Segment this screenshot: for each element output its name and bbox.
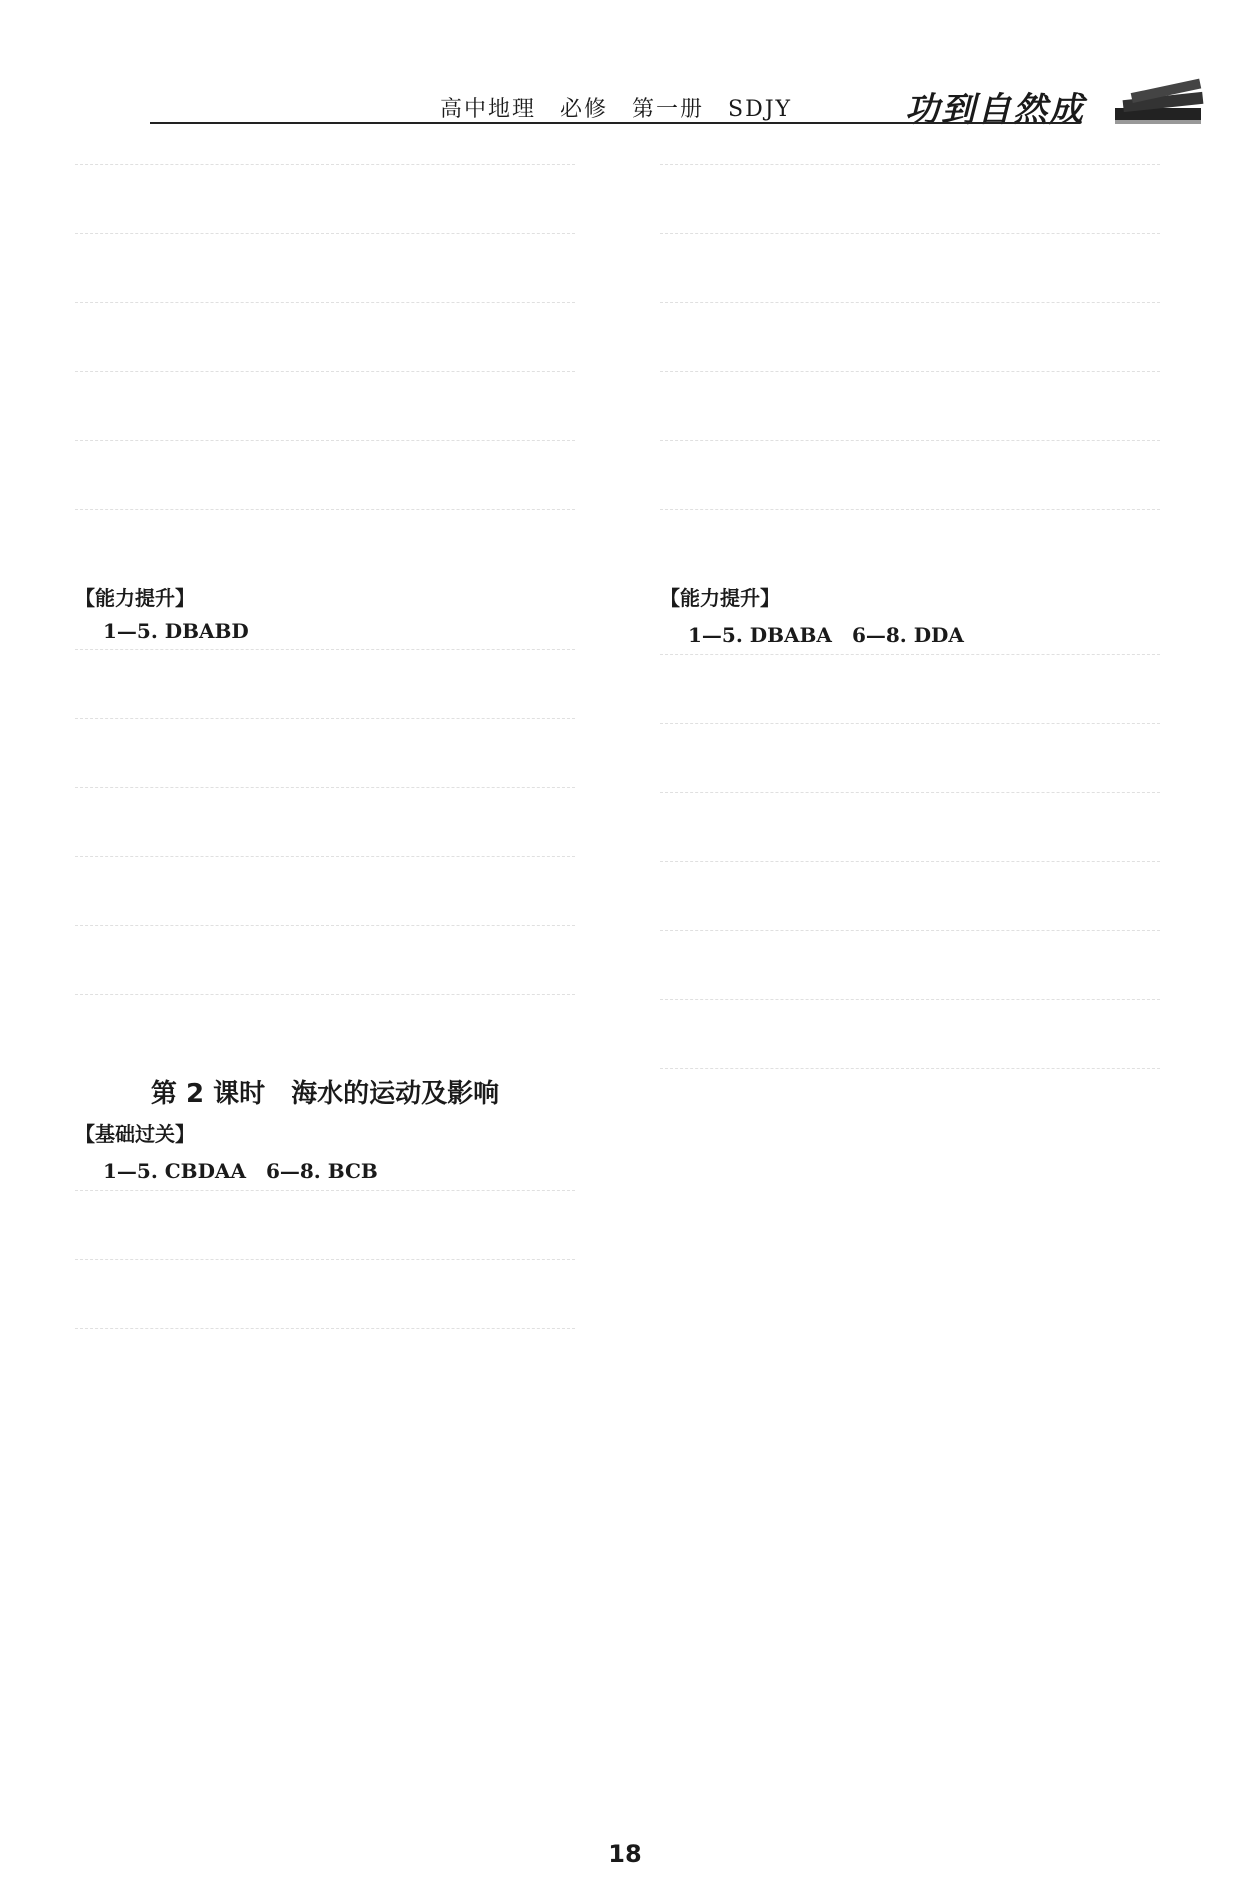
answer-paragraph	[660, 930, 1160, 995]
answer-paragraph	[660, 440, 1160, 505]
right-column	[660, 160, 1160, 1760]
answer-paragraph	[75, 787, 575, 852]
section-label: 【基础过关】	[75, 1122, 195, 1146]
answer-paragraph	[75, 925, 575, 990]
answer-paragraph	[75, 718, 575, 783]
header-rule	[150, 122, 1080, 124]
section-label: 【能力提升】	[75, 586, 195, 610]
section-label: 【能力提升】	[660, 586, 780, 610]
answer-paragraph	[75, 233, 575, 298]
header-course-title: 高中地理 必修 第一册 SDJY	[440, 97, 793, 122]
answer-paragraph	[660, 509, 1160, 574]
answer-paragraph	[660, 861, 1160, 926]
answer-paragraph	[75, 994, 575, 1059]
answer-summary: 1—5. DBABA 6—8. DDA	[688, 623, 964, 647]
answer-paragraph	[660, 792, 1160, 857]
right-paragraphs-top	[660, 164, 1160, 574]
page-footer	[0, 1840, 1250, 1868]
answer-paragraph	[75, 371, 575, 436]
answer-paragraph	[660, 302, 1160, 367]
answer-paragraph	[660, 654, 1160, 719]
answer-summary: 1—5. CBDAA 6—8. BCB	[103, 1159, 378, 1183]
books-icon	[1105, 78, 1215, 138]
page-number: 18	[608, 1840, 642, 1868]
answer-paragraph	[75, 856, 575, 921]
left-paragraphs-bottom	[75, 1190, 575, 1393]
answer-summary: 1—5. DBABD	[103, 619, 249, 643]
page-header	[0, 0, 1250, 130]
answer-paragraph	[75, 302, 575, 367]
left-paragraphs-mid	[75, 649, 575, 1059]
answer-paragraph	[660, 164, 1160, 229]
answer-paragraph	[660, 999, 1160, 1064]
left-column	[75, 160, 575, 1760]
answer-paragraph	[660, 233, 1160, 298]
right-paragraphs-bottom	[660, 654, 1160, 1133]
answer-paragraph	[75, 440, 575, 505]
left-paragraphs-top	[75, 164, 575, 574]
answer-paragraph	[75, 1259, 575, 1324]
answer-paragraph	[75, 1328, 575, 1393]
section-heading: 第 2 课时 海水的运动及影响	[150, 1079, 500, 1109]
answer-paragraph	[75, 509, 575, 574]
answer-paragraph	[660, 723, 1160, 788]
answer-paragraph	[660, 1068, 1160, 1133]
answer-paragraph	[75, 1190, 575, 1255]
answer-paragraph	[75, 649, 575, 714]
answer-paragraph	[660, 371, 1160, 436]
brand-slogan: 功到自然成	[905, 90, 1085, 130]
answer-paragraph	[75, 164, 575, 229]
